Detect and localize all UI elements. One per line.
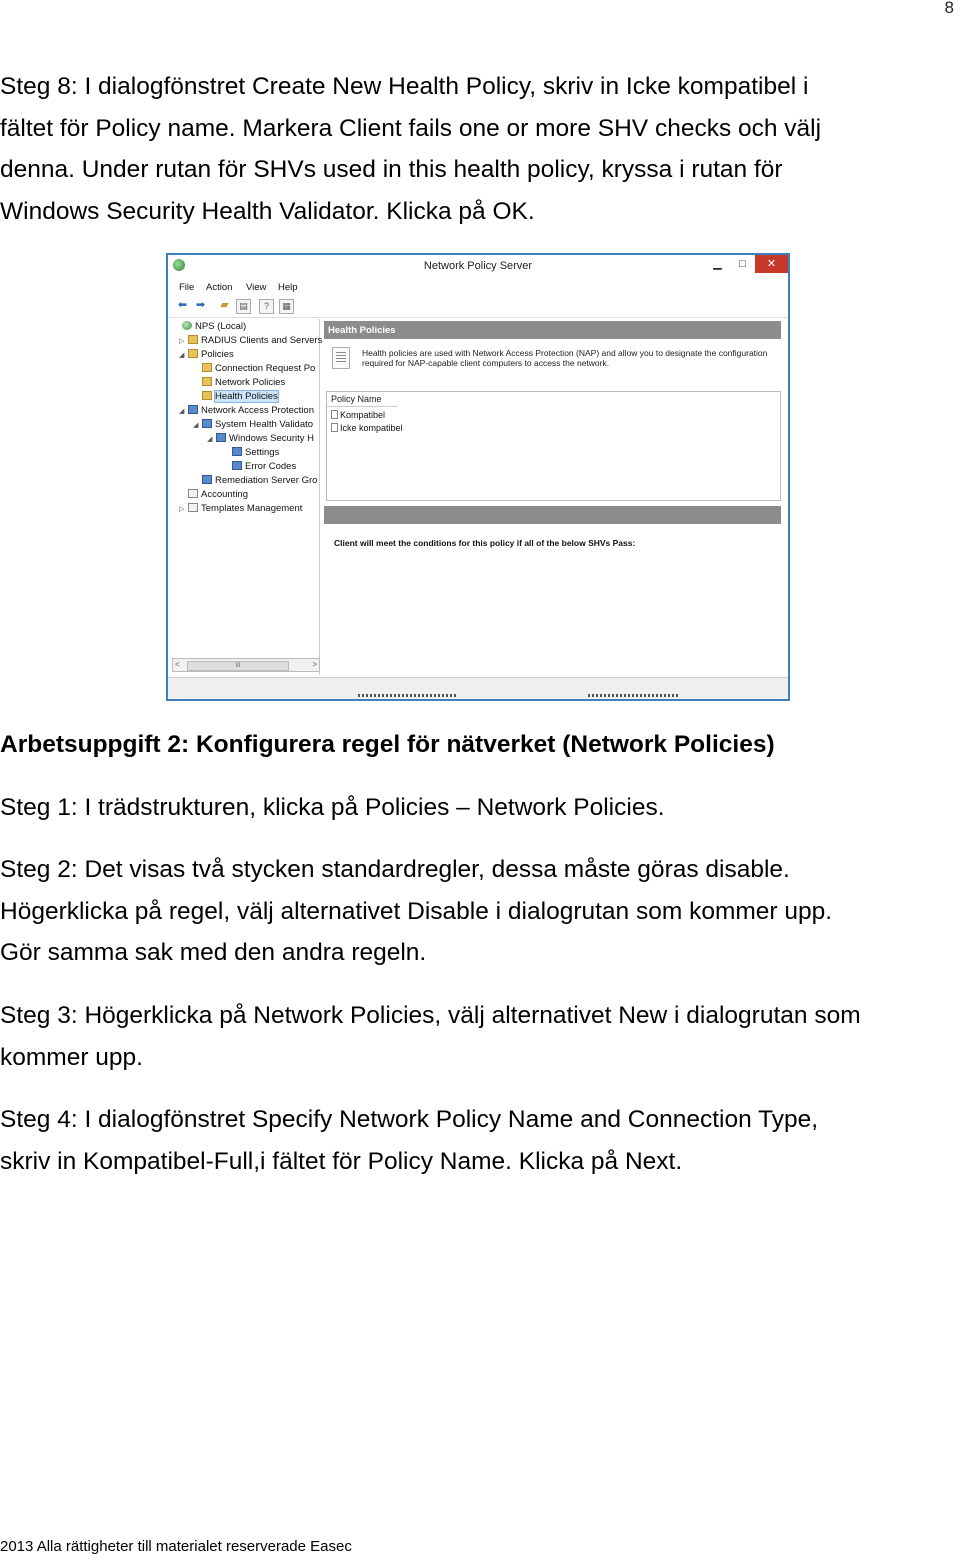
text-line: Steg 8: I dialogfönstret Create New Health Policy, skriv in Icke kompatibel i — [0, 73, 809, 100]
text-line: Gör samma sak med den andra regeln. — [0, 939, 427, 966]
menu-action[interactable]: Action — [206, 282, 233, 293]
folder-icon — [188, 335, 198, 344]
tree-node-policies[interactable]: ◢ Policies — [179, 349, 234, 360]
folder-icon — [202, 391, 212, 400]
tree-node-nps-local[interactable]: NPS (Local) — [173, 321, 246, 335]
text-line: Steg 4: I dialogfönstret Specify Network Policy Name and Connection Type, — [0, 1106, 819, 1133]
tree-arrow[interactable]: ◢ — [179, 352, 185, 359]
network-icon — [188, 405, 198, 414]
footer-copyright: 2013 Alla rättigheter till materialet reserverade Easec — [0, 1538, 352, 1555]
toolbar — [168, 295, 788, 318]
minimize-button[interactable]: ▁ — [713, 258, 722, 270]
maximize-button[interactable]: □ — [739, 258, 746, 270]
text-line: skriv in Kompatibel-Full,i fältet för Policy Name. Klicka på Next. — [0, 1147, 683, 1175]
tree-node-settings[interactable]: Settings — [223, 447, 279, 461]
tree-node-accounting[interactable]: Accounting — [179, 489, 248, 503]
step-8-paragraph — [0, 66, 955, 232]
console-icon[interactable]: ▤ — [236, 299, 251, 314]
status-bar — [168, 677, 788, 699]
cropped-text — [358, 694, 458, 697]
step-4-paragraph — [0, 1099, 955, 1182]
error-codes-icon — [232, 461, 242, 470]
text-line: Windows Security Health Validator. Klicka på OK. — [0, 197, 535, 225]
step-3-paragraph — [0, 995, 955, 1078]
scroll-thumb[interactable]: III — [187, 661, 289, 671]
tree-node-health-policies[interactable]: Health Policies — [193, 391, 278, 405]
navigation-tree — [171, 319, 323, 675]
tree-node-shv[interactable]: ◢ System Health Validato — [193, 419, 314, 430]
document-icon — [332, 347, 350, 369]
properties-icon[interactable]: ▦ — [279, 299, 294, 314]
tree-horizontal-scrollbar[interactable] — [172, 658, 320, 672]
tree-node-network-policies[interactable]: Network Policies — [193, 377, 285, 391]
list-item[interactable]: Icke kompatibel — [331, 423, 403, 433]
tree-node-windows-security[interactable]: ◢ Windows Security H — [207, 433, 314, 444]
conditions-text: Client will meet the conditions for this policy if all of the below SHVs Pass: — [334, 538, 636, 548]
column-header-policy-name[interactable]: Policy Name — [331, 394, 382, 404]
text-line: fältet för Policy name. Markera Client fails one or more SHV checks och välj — [0, 114, 822, 142]
accounting-icon — [188, 489, 198, 498]
scroll-right-icon[interactable]: > — [312, 660, 317, 669]
text-line: Steg 1: I trädstrukturen, klicka på Policies – Network Policies. — [0, 794, 665, 821]
forward-arrow-icon[interactable]: ➡ — [195, 299, 206, 311]
page-number: 8 — [944, 0, 954, 17]
globe-icon — [182, 321, 192, 330]
tree-arrow[interactable]: ◢ — [193, 422, 199, 429]
policy-icon — [331, 410, 338, 419]
text-line: denna. Under rutan för SHVs used in this health policy, kryssa i rutan för — [0, 156, 783, 183]
cropped-text — [588, 694, 678, 697]
tree-arrow[interactable]: ▷ — [179, 338, 185, 345]
tree-node-radius[interactable]: ▷ RADIUS Clients and Servers — [179, 335, 323, 346]
tree-node-connection-request[interactable]: Connection Request Po — [193, 363, 315, 377]
folder-icon[interactable]: ▰ — [220, 299, 229, 311]
info-text: Health policies are used with Network Access Protection (NAP) and allow you to designate the configuration required for NAP-capable client computers to access the network. — [362, 348, 768, 368]
step-1-paragraph — [0, 787, 955, 829]
text-line: Högerklicka på regel, välj alternativet Disable i dialogrutan som kommer upp. — [0, 897, 833, 925]
help-icon[interactable]: ? — [259, 299, 274, 314]
panel-header: Health Policies — [324, 321, 781, 339]
menu-help[interactable]: Help — [278, 282, 298, 293]
folder-icon — [202, 363, 212, 372]
policy-icon — [331, 423, 338, 432]
tree-arrow[interactable]: ◢ — [207, 436, 213, 443]
menu-view[interactable]: View — [246, 282, 267, 293]
network-icon — [216, 433, 226, 442]
text-line: kommer upp. — [0, 1043, 143, 1071]
tree-node-error-codes[interactable]: Error Codes — [223, 461, 296, 475]
close-button[interactable]: ✕ — [755, 255, 788, 273]
network-icon — [202, 475, 212, 484]
network-icon — [202, 419, 212, 428]
templates-icon — [188, 503, 198, 512]
policy-list — [326, 391, 781, 501]
text-line: Steg 2: Det visas två stycken standardregler, dessa måste göras disable. — [0, 856, 790, 883]
text-line: Steg 3: Högerklicka på Network Policies, välj alternativet New i dialogrutan som — [0, 1002, 861, 1029]
tree-node-templates[interactable]: ▷ Templates Management — [179, 503, 303, 514]
step-2-paragraph — [0, 849, 955, 974]
tree-arrow[interactable]: ▷ — [179, 506, 185, 513]
details-pane — [324, 319, 783, 675]
settings-icon — [232, 447, 242, 456]
window-titlebar — [168, 255, 788, 277]
folder-icon — [202, 377, 212, 386]
folder-icon — [188, 349, 198, 358]
scroll-left-icon[interactable]: < — [175, 660, 180, 669]
back-arrow-icon[interactable]: ⬅ — [177, 299, 188, 311]
tree-node-remediation[interactable]: Remediation Server Gro — [193, 475, 317, 489]
tree-arrow[interactable]: ◢ — [179, 408, 185, 415]
heading-text: Arbetsuppgift 2: Konfigurera regel för nätverket (Network Policies) — [0, 731, 775, 758]
tree-node-nap[interactable]: ◢ Network Access Protection — [179, 405, 314, 416]
window-title: Network Policy Server — [423, 260, 533, 272]
conditions-header-bar — [324, 506, 781, 524]
menu-bar — [168, 279, 788, 295]
task-2-heading — [0, 724, 955, 766]
list-item[interactable]: Kompatibel — [331, 410, 385, 420]
menu-file[interactable]: File — [179, 282, 195, 293]
nps-screenshot — [168, 255, 788, 699]
